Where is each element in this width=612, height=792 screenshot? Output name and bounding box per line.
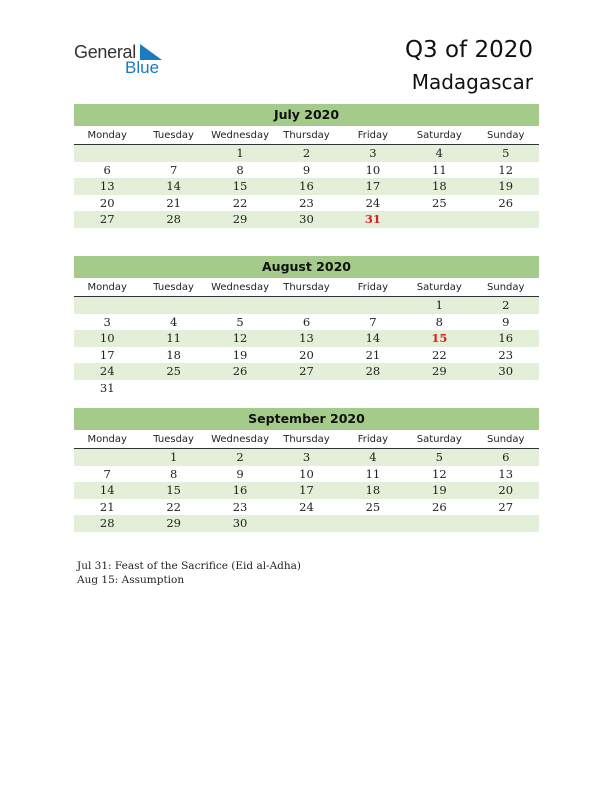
day-cell: 11: [166, 331, 181, 345]
empty-day-cell: [340, 297, 406, 314]
month-september: [74, 408, 539, 532]
day-cell: 6: [502, 450, 510, 464]
day-cell: 31: [99, 380, 115, 395]
weekday-label: Wednesday: [211, 282, 269, 293]
day-cell: 27: [299, 364, 314, 378]
empty-day-cell: [140, 380, 206, 397]
month-july: [74, 104, 539, 228]
month-header: September 2020: [74, 408, 539, 430]
day-cell: 17: [365, 179, 381, 193]
day-cell: 6: [103, 162, 111, 177]
day-cell: 19: [232, 347, 248, 362]
day-cell: 28: [166, 212, 181, 226]
day-cell: 21: [166, 195, 181, 210]
week-row: [74, 297, 539, 314]
day-cell: 26: [432, 499, 447, 514]
week-row: [74, 330, 539, 347]
weekday-label: Wednesday: [211, 434, 269, 445]
day-cell: 10: [365, 162, 381, 177]
week-row: [74, 178, 539, 195]
week-row: [74, 162, 539, 179]
empty-day-cell: [207, 297, 273, 314]
week-row: [74, 482, 539, 499]
day-cell: 11: [432, 162, 447, 177]
day-cell: 5: [502, 146, 510, 160]
empty-day-cell: [340, 380, 406, 397]
weekday-label: Friday: [357, 130, 389, 141]
day-cell: 25: [166, 364, 181, 378]
weekday-label: Wednesday: [211, 130, 269, 141]
day-cell: 8: [435, 314, 443, 329]
day-cell: 15: [166, 483, 181, 497]
weekday-row: [74, 128, 539, 145]
day-cell: 12: [432, 466, 447, 481]
day-cell: 17: [299, 483, 314, 497]
empty-day-cell: [406, 211, 472, 228]
empty-day-cell: [340, 515, 406, 532]
empty-day-cell: [273, 380, 339, 397]
day-cell: 9: [302, 162, 311, 177]
day-cell: 4: [369, 450, 377, 464]
week-row: [74, 145, 539, 162]
day-cell: 1: [236, 146, 244, 160]
weekday-label: Saturday: [416, 130, 462, 141]
day-cell: 18: [365, 483, 381, 497]
empty-day-cell: [273, 515, 339, 532]
weekday-label: Tuesday: [153, 434, 194, 445]
month-header: August 2020: [74, 256, 539, 278]
holiday-notes: [77, 560, 301, 587]
day-cell: 10: [99, 331, 115, 345]
weekday-label: Friday: [357, 282, 389, 293]
day-cell: 16: [498, 331, 514, 345]
day-cell: 3: [302, 450, 311, 464]
day-cell: 24: [99, 364, 115, 378]
weekday-label: Sunday: [487, 434, 525, 445]
empty-day-cell: [74, 297, 140, 314]
day-cell: 11: [365, 466, 381, 481]
weekday-label: Thursday: [283, 434, 330, 445]
day-cell: 13: [299, 331, 314, 345]
day-cell: 4: [169, 314, 178, 329]
weekday-label: Saturday: [416, 434, 462, 445]
logo-word-blue: Blue: [125, 58, 160, 77]
day-cell: 31: [364, 212, 381, 226]
day-cell: 29: [432, 364, 447, 378]
weekday-label: Thursday: [283, 130, 330, 141]
week-row: [74, 363, 539, 380]
weekday-row: [74, 432, 539, 449]
weekday-label: Tuesday: [153, 130, 194, 141]
day-cell: 9: [236, 466, 244, 481]
day-cell: 26: [498, 195, 514, 210]
weekday-label: Sunday: [487, 282, 525, 293]
week-row: [74, 466, 539, 483]
day-cell: 5: [435, 450, 443, 464]
day-cell: 29: [166, 516, 181, 530]
empty-day-cell: [473, 515, 539, 532]
holiday-note: Aug 15: Assumption: [77, 573, 185, 586]
day-cell: 19: [432, 483, 447, 497]
day-cell: 24: [365, 195, 381, 210]
weekday-label: Friday: [357, 434, 389, 445]
weekday-label: Sunday: [487, 130, 525, 141]
week-row: [74, 195, 539, 212]
day-cell: 6: [302, 314, 311, 329]
generalblue-logo: [74, 42, 174, 78]
day-cell: 21: [99, 499, 115, 514]
day-cell: 30: [498, 364, 514, 378]
day-cell: 13: [498, 466, 514, 481]
empty-day-cell: [473, 380, 539, 397]
day-cell: 12: [232, 331, 248, 345]
weekday-label: Monday: [87, 130, 127, 141]
empty-day-cell: [74, 449, 140, 466]
day-cell: 25: [365, 499, 381, 514]
week-row: [74, 380, 539, 397]
day-cell: 17: [99, 347, 115, 362]
day-cell: 3: [369, 146, 377, 160]
empty-day-cell: [273, 297, 339, 314]
week-row: [74, 314, 539, 331]
week-row: [74, 499, 539, 516]
day-cell: 16: [232, 483, 248, 497]
day-cell: 13: [99, 179, 115, 193]
weekday-label: Thursday: [283, 282, 330, 293]
weekday-row: [74, 280, 539, 297]
day-cell: 9: [502, 314, 510, 329]
week-row: [74, 211, 539, 228]
day-cell: 12: [498, 162, 514, 177]
day-cell: 3: [103, 314, 111, 329]
day-cell: 23: [232, 499, 248, 514]
day-cell: 2: [236, 450, 244, 464]
day-cell: 1: [435, 298, 443, 312]
day-cell: 5: [236, 314, 244, 329]
empty-day-cell: [473, 211, 539, 228]
day-cell: 26: [232, 364, 248, 378]
day-cell: 20: [299, 347, 314, 362]
day-cell: 7: [169, 162, 178, 177]
day-cell: 20: [99, 195, 115, 210]
day-cell: 23: [498, 347, 514, 362]
day-cell: 15: [232, 179, 248, 193]
day-cell: 1: [169, 450, 178, 464]
day-cell: 14: [365, 331, 381, 345]
day-cell: 20: [498, 483, 514, 497]
day-cell: 22: [166, 499, 181, 514]
day-cell: 24: [299, 499, 314, 514]
week-row: [74, 515, 539, 532]
day-cell: 23: [299, 195, 314, 210]
day-cell: 7: [369, 314, 377, 329]
empty-day-cell: [207, 380, 273, 397]
month-august: [74, 256, 539, 396]
day-cell: 14: [99, 483, 115, 497]
day-cell: 2: [502, 298, 510, 312]
day-cell: 29: [232, 212, 248, 226]
empty-day-cell: [140, 297, 206, 314]
holiday-note: Jul 31: Feast of the Sacrifice (Eid al-Adha): [77, 560, 302, 572]
day-cell: 15: [431, 331, 448, 345]
day-cell: 2: [302, 146, 311, 160]
weekday-label: Saturday: [416, 282, 462, 293]
day-cell: 30: [299, 212, 314, 226]
empty-day-cell: [406, 380, 472, 397]
weekday-label: Monday: [87, 434, 127, 445]
day-cell: 25: [432, 195, 447, 210]
page-title: Q3 of 2020: [404, 37, 533, 63]
weekday-label: Tuesday: [153, 282, 194, 293]
empty-day-cell: [74, 145, 140, 162]
day-cell: 14: [166, 179, 181, 193]
day-cell: 27: [99, 212, 115, 226]
country-name: Madagascar: [411, 70, 533, 94]
day-cell: 22: [232, 195, 248, 210]
empty-day-cell: [406, 515, 472, 532]
logo-word-general: General: [74, 42, 136, 62]
day-cell: 19: [498, 179, 514, 193]
day-cell: 18: [432, 179, 447, 193]
day-cell: 21: [365, 347, 381, 362]
day-cell: 8: [169, 466, 178, 481]
empty-day-cell: [140, 145, 206, 162]
day-cell: 30: [232, 516, 248, 530]
day-cell: 10: [299, 466, 314, 481]
day-cell: 16: [299, 179, 314, 193]
day-cell: 28: [99, 516, 115, 530]
day-cell: 18: [166, 347, 181, 362]
day-cell: 27: [498, 499, 514, 514]
day-cell: 8: [236, 162, 244, 177]
day-cell: 4: [435, 146, 443, 160]
day-cell: 28: [365, 364, 381, 378]
week-row: [74, 347, 539, 364]
month-header: July 2020: [74, 104, 539, 126]
day-cell: 7: [103, 466, 111, 481]
weekday-label: Monday: [87, 282, 127, 293]
day-cell: 22: [432, 347, 447, 362]
week-row: [74, 449, 539, 466]
